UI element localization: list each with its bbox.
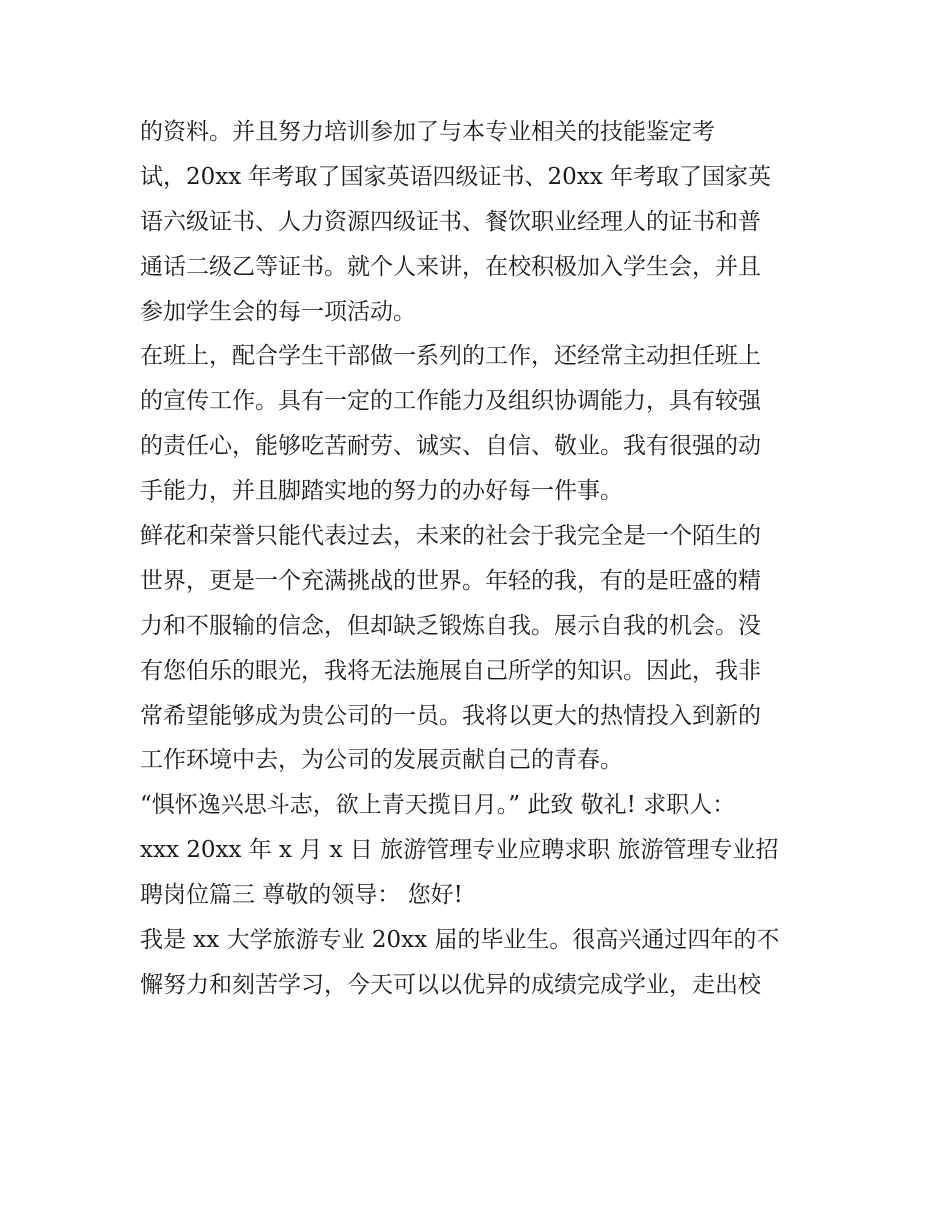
text-line: xxx 20xx 年 x 月 x 日 旅游管理专业应聘求职 旅游管理专业招	[140, 837, 779, 864]
text-line: 试，20xx 年考取了国家英语四级证书、20xx 年考取了国家英	[140, 163, 772, 190]
text-line: “惧怀逸兴思斗志，欲上青天揽日月。” 此致 敬礼! 求职人：	[140, 792, 736, 819]
text-line: 力和不服输的信念，但却缺乏锻炼自我。展示自我的机会。没	[140, 612, 761, 639]
text-line: 参加学生会的每一项活动。	[140, 298, 416, 325]
text-line: 鲜花和荣誉只能代表过去，未来的社会于我完全是一个陌生的	[140, 523, 761, 550]
text-line: 的资料。并且努力培训参加了与本专业相关的技能鉴定考	[140, 119, 715, 145]
text-line: 我是 xx 大学旅游专业 20xx 届的毕业生。很高兴通过四年的不	[140, 927, 780, 954]
text-line: 工作环境中去，为公司的发展贡献自己的青春。	[140, 747, 623, 774]
text-line: 的责任心，能够吃苦耐劳、诚实、自信、敬业。我有很强的动	[140, 433, 761, 460]
text-line: 通话二级乙等证书。就个人来讲，在校积极加入学生会，并且	[140, 253, 761, 280]
text-line: 手能力，并且脚踏实地的努力的办好每一件事。	[140, 478, 623, 505]
text-line: 懈努力和刻苦学习，今天可以以优异的成绩完成学业，走出校	[140, 971, 761, 998]
text-line: 聘岗位篇三 尊敬的领导： 您好!	[140, 882, 463, 909]
text-line: 的宣传工作。具有一定的工作能力及组织协调能力，具有较强	[140, 388, 761, 415]
text-line: 常希望能够成为贵公司的一员。我将以更大的热情投入到新的	[140, 702, 761, 729]
text-line: 语六级证书、人力资源四级证书、餐饮职业经理人的证书和普	[140, 208, 761, 235]
text-line: 有您伯乐的眼光，我将无法施展自己所学的知识。因此，我非	[140, 657, 761, 684]
text-line: 世界，更是一个充满挑战的世界。年轻的我，有的是旺盛的精	[140, 567, 761, 594]
text-line: 在班上，配合学生干部做一系列的工作，还经常主动担任班上	[140, 343, 761, 370]
document-body	[140, 110, 820, 1008]
